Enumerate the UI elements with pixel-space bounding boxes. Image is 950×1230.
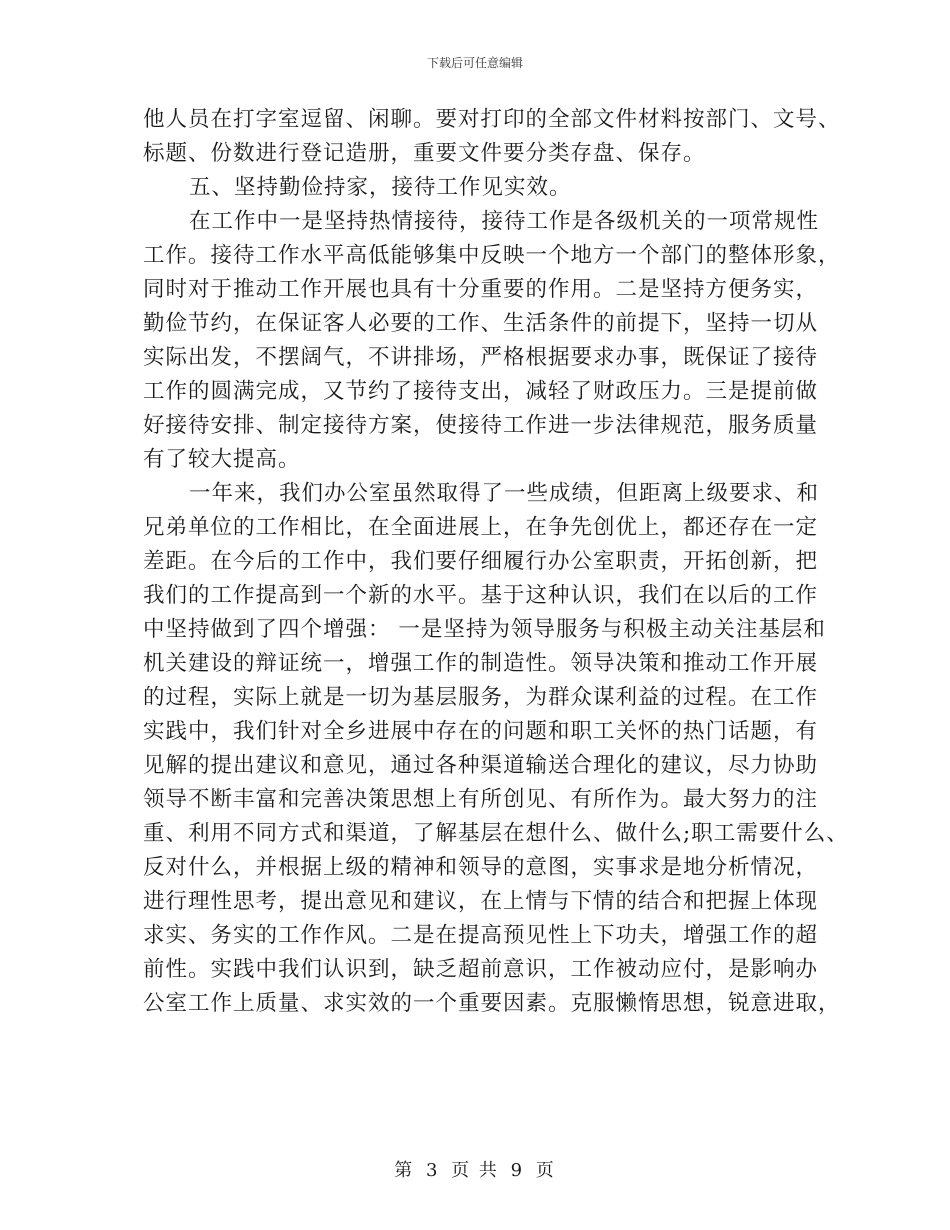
current-page-number: 3 [425, 1160, 440, 1181]
page-footer [0, 1156, 950, 1182]
text-line: 前性。实践中我们认识到，缺乏超前意识，工作被动应付，是影响办 [143, 957, 819, 982]
paragraph-start: 在工作中一是坚持热情接待，接待工作是各级机关的一项常规性 [189, 209, 820, 234]
text-line: 实际出发，不摆阔气，不讲排场，严格根据要求办事，既保证了接待 [143, 345, 819, 370]
text-line: 的过程，实际上就是一切为基层服务，为群众谋利益的过程。在工作 [143, 685, 819, 710]
text-line: 有了较大提高。 [143, 447, 301, 472]
section-heading: 五、坚持勤俭持家，接待工作见实效。 [189, 175, 572, 200]
footer-middle: 页 共 [451, 1160, 499, 1181]
footer-prefix: 第 [394, 1160, 415, 1181]
text-line: 实践中，我们针对全乡进展中存在的问题和职工关怀的热门话题，有 [143, 719, 819, 744]
text-line: 领导不断丰富和完善决策思想上有所创见、有所作为。最大努力的注 [143, 787, 819, 812]
document-body [143, 103, 849, 1021]
footer-suffix: 页 [535, 1160, 556, 1181]
text-line: 他人员在打字室逗留、闲聊。要对打印的全部文件材料按部门、文号、 [143, 107, 841, 132]
text-line: 工作的圆满完成，又节约了接待支出，减轻了财政压力。三是提前做 [143, 379, 819, 404]
text-line: 求实、务实的工作作风。二是在提高预见性上下功夫，增强工作的超 [143, 923, 819, 948]
text-line: 兄弟单位的工作相比，在全面进展上，在争先创优上，都还存在一定 [143, 515, 819, 540]
text-line: 同时对于推动工作开展也具有十分重要的作用。二是坚持方便务实， [143, 277, 819, 302]
text-line: 好接待安排、制定接待方案，使接待工作进一步法律规范，服务质量 [143, 413, 819, 438]
text-line: 工作。接待工作水平高低能够集中反映一个地方一个部门的整体形象， [143, 243, 841, 268]
text-line: 机关建设的辩证统一，增强工作的制造性。领导决策和推动工作开展 [143, 651, 819, 676]
text-line: 勤俭节约，在保证客人必要的工作、生活条件的前提下，坚持一切从 [143, 311, 819, 336]
text-line: 见解的提出建议和意见，通过各种渠道输送合理化的建议，尽力协助 [143, 753, 819, 778]
paragraph-start: 一年来，我们办公室虽然取得了一些成绩，但距离上级要求、和 [189, 481, 820, 506]
text-line: 标题、份数进行登记造册，重要文件要分类存盘、保存。 [143, 141, 706, 166]
total-page-count: 9 [510, 1160, 525, 1181]
text-line: 进行理性思考，提出意见和建议，在上情与下情的结合和把握上体现 [143, 889, 819, 914]
text-line: 中坚持做到了四个增强： 一是坚持为领导服务与积极主动关注基层和 [143, 617, 826, 642]
text-line: 公室工作上质量、求实效的一个重要因素。克服懒惰思想，锐意进取， [143, 991, 841, 1016]
text-line: 差距。在今后的工作中，我们要仔细履行办公室职责，开拓创新，把 [143, 549, 819, 574]
page-header: 下载后可任意编辑 [426, 56, 523, 70]
text-line: 重、利用不同方式和渠道，了解基层在想什么、做什么;职工需要什么、 [143, 821, 849, 846]
text-line: 反对什么，并根据上级的精神和领导的意图，实事求是地分析情况， [143, 855, 819, 880]
text-line: 我们的工作提高到一个新的水平。基于这种认识，我们在以后的工作 [143, 583, 819, 608]
